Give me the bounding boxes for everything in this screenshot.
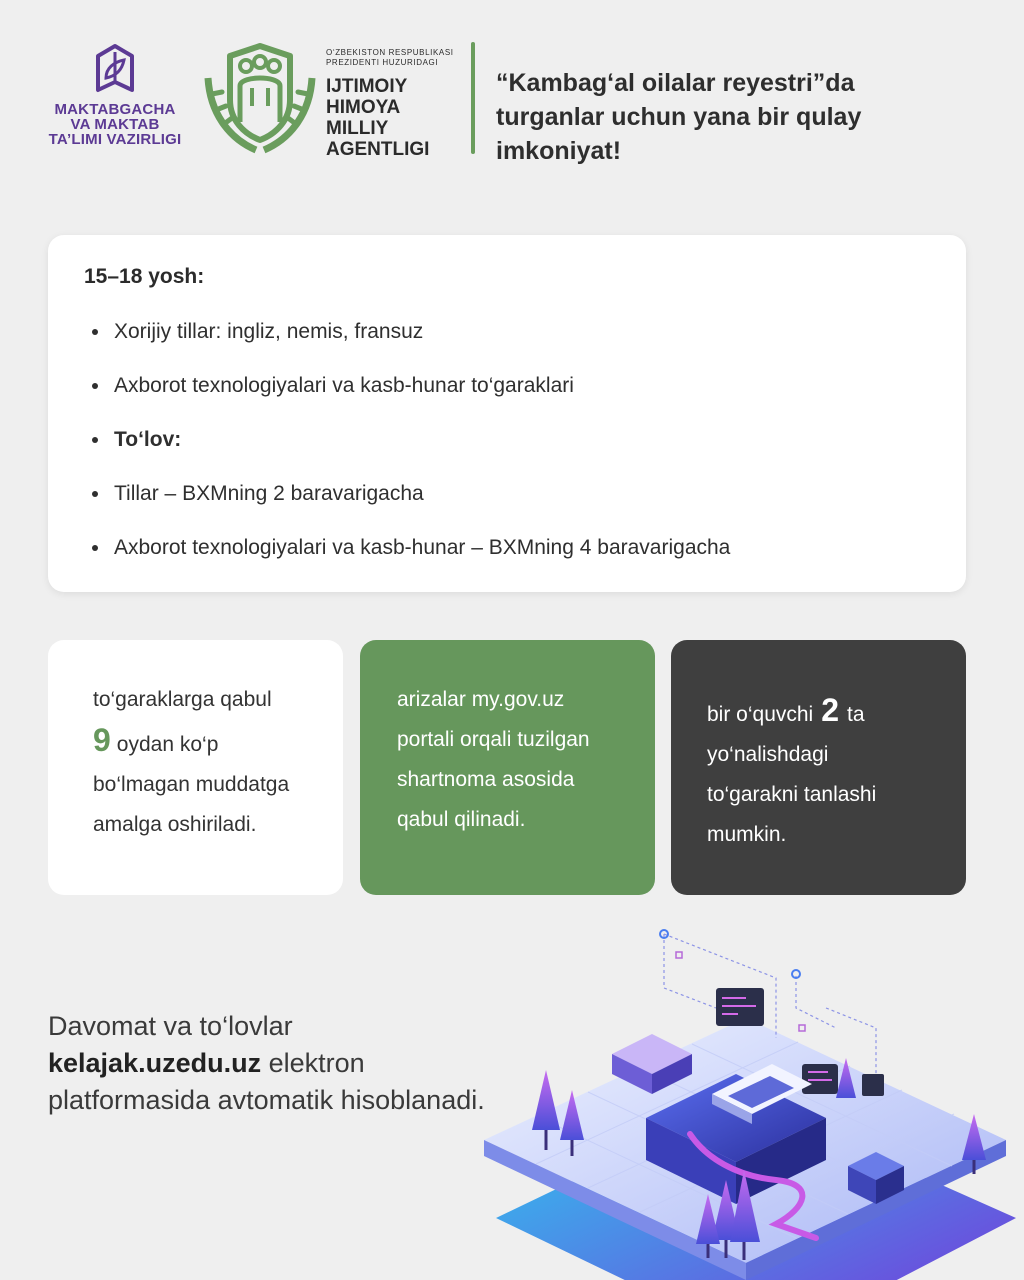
card-text — [397, 680, 637, 840]
age-info-card — [48, 235, 966, 592]
card-text — [707, 690, 947, 855]
card-line: amalga oshiriladi. — [93, 813, 257, 836]
card-line: bo‘lmagan muddatga — [93, 773, 290, 796]
card-line: yo‘nalishdagi — [707, 743, 829, 766]
card-line-text: bir o‘quvchi — [707, 703, 814, 726]
card-line: to‘garakni tanlashi — [707, 783, 877, 806]
agency-logo-text — [326, 48, 454, 160]
age-title: 15–18 yosh: — [84, 265, 205, 288]
card-line — [93, 720, 333, 765]
list-item-payment-heading: To‘lov: — [88, 415, 730, 469]
headline: “Kambag‘al oilalar reyestri”da turganlar uchun yana bir qulay imkoniyat! — [496, 69, 862, 165]
isometric-laptop-illustration — [476, 918, 1024, 1280]
card-line: to‘garaklarga qabul — [93, 688, 272, 711]
footer-line-text: elektron — [261, 1048, 365, 1078]
agency-name: IJTIMOIY HIMOYA MILLIY AGENTLIGI — [326, 76, 430, 160]
admission-period-card — [48, 640, 343, 895]
footer-text — [48, 1008, 528, 1119]
book-leaf-icon — [92, 42, 138, 94]
highlight-number: 9 — [93, 722, 111, 758]
club-choice-card — [671, 640, 966, 895]
highlight-number: 2 — [821, 692, 840, 728]
ministry-logo — [40, 42, 190, 147]
footer-line: platformasida avtomatik hisoblanadi. — [48, 1085, 485, 1115]
card-line: portali orqali tuzilgan — [397, 728, 590, 751]
list-item: Xorijiy tillar: ingliz, nemis, fransuz — [88, 307, 730, 361]
application-card — [360, 640, 655, 895]
ministry-name: MAKTABGACHA VA MAKTAB TA’LIMI VAZIRLIGI — [48, 101, 182, 148]
header-divider — [471, 42, 475, 154]
card-line: qabul qilinadi. — [397, 808, 526, 831]
agency-subtitle: O‘ZBEKISTON RESPUBLIKASI PREZIDENTI HUZURIDAGI — [326, 48, 454, 67]
footer-line: Davomat va to‘lovlar — [48, 1011, 293, 1041]
card-line: mumkin. — [707, 823, 787, 846]
card-line-text: oydan ko‘p — [116, 733, 219, 756]
card-line: arizalar my.gov.uz — [397, 688, 565, 711]
list-item: Axborot texnologiyalari va kasb-hunar to‘garaklari — [88, 361, 730, 415]
card-line-text: ta — [847, 703, 865, 726]
footer-line — [48, 1045, 528, 1082]
agency-emblem-icon — [204, 42, 316, 156]
platform-name: kelajak.uzedu.uz — [48, 1048, 262, 1078]
card-line: shartnoma asosida — [397, 768, 575, 791]
card-text — [93, 680, 333, 845]
list-item: Tillar – BXMning 2 baravarigacha — [88, 469, 730, 523]
list-item: Axborot texnologiyalari va kasb-hunar – BXMning 4 baravarigacha — [88, 523, 730, 577]
info-list — [88, 307, 730, 577]
card-line — [707, 690, 947, 735]
